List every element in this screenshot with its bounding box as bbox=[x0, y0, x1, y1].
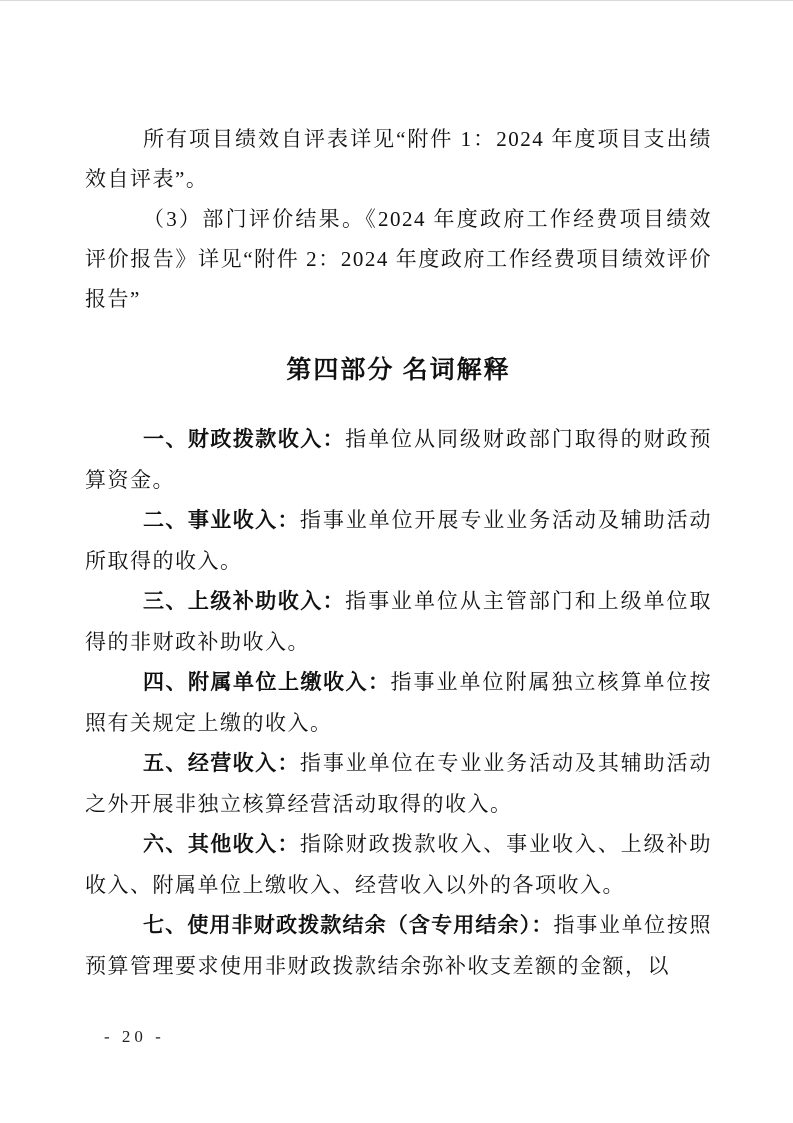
definition-paragraph bbox=[85, 662, 712, 743]
definition-paragraph bbox=[85, 824, 712, 905]
definition-body: 指事业单位从主管部门和上级单位取得的非财政补助收入。 bbox=[85, 589, 712, 654]
page-number: - 20 - bbox=[104, 1027, 165, 1046]
definition-paragraph bbox=[85, 500, 712, 581]
definition-paragraph bbox=[85, 581, 712, 662]
definition-paragraph bbox=[85, 419, 712, 500]
definition-body: 指事业单位附属独立核算单位按照有关规定上缴的收入。 bbox=[85, 670, 712, 735]
definition-paragraph bbox=[85, 743, 712, 824]
definition-term: 六、其他收入： bbox=[143, 833, 300, 856]
definition-term: 七、使用非财政拨款结余（含专用结余）： bbox=[143, 914, 554, 937]
definition-term: 四、附属单位上缴收入： bbox=[143, 671, 391, 694]
definition-body: 指除财政拨款收入、事业收入、上级补助收入、附属单位上缴收入、经营收入以外的各项收入。 bbox=[85, 832, 713, 897]
definition-term: 三、上级补助收入： bbox=[143, 590, 346, 613]
definition-paragraph bbox=[85, 905, 712, 986]
definition-term: 五、经营收入： bbox=[143, 752, 300, 775]
definition-body: 指事业单位开展专业业务活动及辅助活动所取得的收入。 bbox=[85, 508, 713, 573]
definition-body: 指事业单位按照预算管理要求使用非财政拨款结余弥补收支差额的金额，以 bbox=[85, 913, 713, 978]
section-heading: 第四部分 名词解释 bbox=[286, 357, 511, 384]
definition-body: 指单位从同级财政部门取得的财政预算资金。 bbox=[85, 427, 712, 492]
intro-paragraph: （3）部门评价结果。《2024 年度政府工作经费项目绩效评价报告》详见“附件 2：2024 年度政府工作经费项目绩效评价报告” bbox=[85, 207, 712, 311]
definition-body: 指事业单位在专业业务活动及其辅助活动之外开展非独立核算经营活动取得的收入。 bbox=[85, 751, 713, 816]
intro-paragraph: 所有项目绩效自评表详见“附件 1：2024 年度项目支出绩效自评表”。 bbox=[85, 127, 712, 191]
document-body bbox=[85, 119, 712, 986]
definition-term: 二、事业收入： bbox=[143, 509, 300, 532]
definition-term: 一、财政拨款收入： bbox=[143, 428, 346, 451]
